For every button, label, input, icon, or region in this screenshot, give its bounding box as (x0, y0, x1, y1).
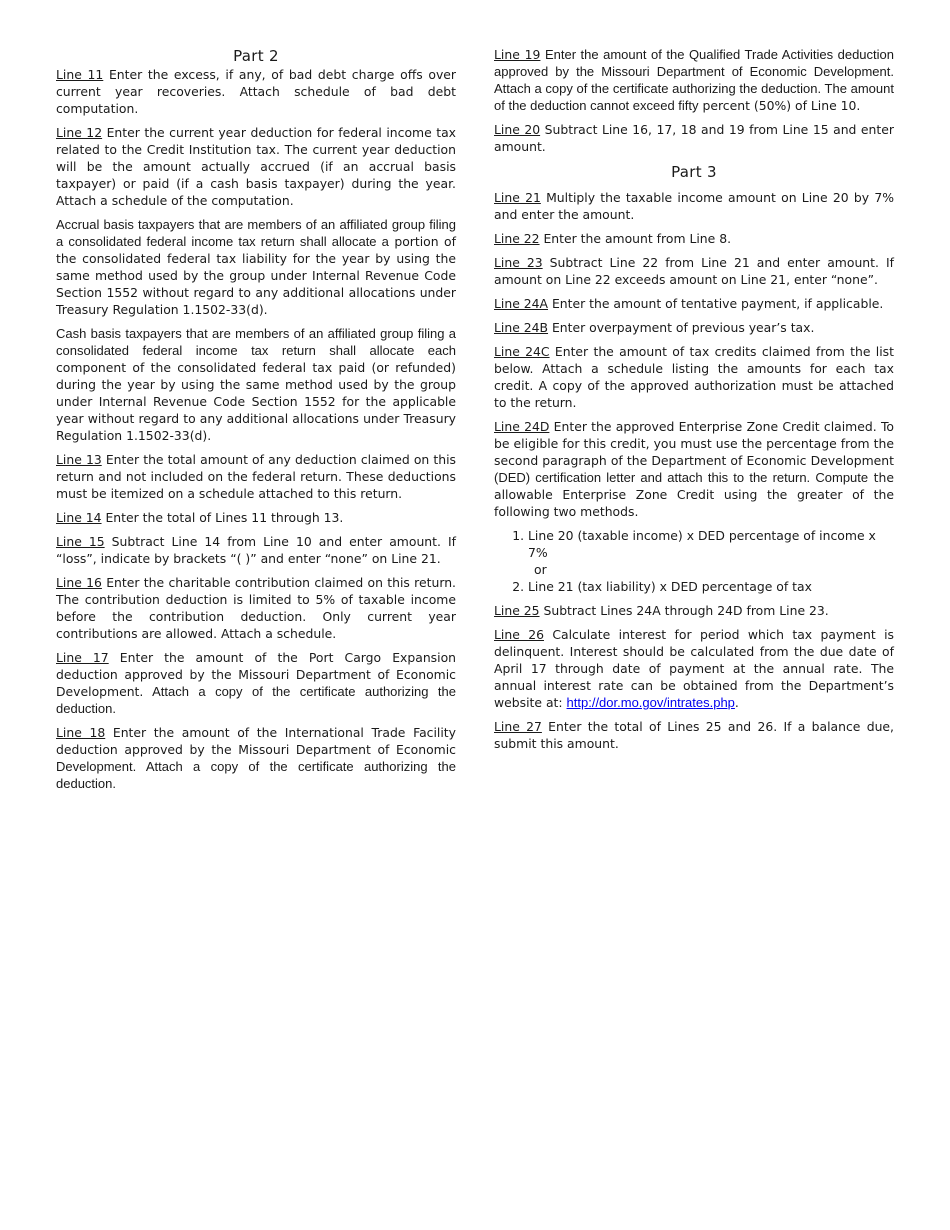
line-14-instruction (56, 509, 456, 526)
line-11-instruction (56, 66, 456, 117)
line-16-label: Line 16 (56, 575, 102, 590)
method-1-item (528, 527, 894, 578)
line-15-label: Line 15 (56, 534, 105, 549)
line-20-instruction (494, 121, 894, 155)
line-12-label: Line 12 (56, 125, 103, 140)
line-24b-label: Line 24B (494, 320, 549, 335)
line-18-text: Enter the amount of the International Trade Facility deduction approved by the Missouri Department of Economic (56, 725, 456, 757)
line-21-text: Multiply the taxable income amount on Line 20 by 7% and enter the amount. (494, 190, 894, 222)
line-17-label: Line 17 (56, 650, 109, 665)
part-3-heading: Part 3 (671, 163, 717, 181)
right-column (494, 46, 894, 759)
accrual-basis-paragraph (56, 216, 456, 318)
line-12-text: Enter the current year deduction for federal income tax related to the Credit Institution tax. The current year deduction will be the amount actually accrued (if an accrual basis taxpayer) or paid (if a cash basis taxpayer) during the year. Attach a schedule of the computation. (56, 125, 456, 208)
left-column (56, 46, 456, 799)
line-27-instruction (494, 718, 894, 752)
line-26-instruction (494, 626, 894, 711)
accrual-rest-text: portion of the consolidated federal tax liability for the year by using the same method used by the group under Internal Revenue Code Section 1552 without regard to any additional allocations under Treasury Regulation 1.1502-33(d). (56, 234, 456, 317)
line-13-instruction (56, 451, 456, 502)
line-26-label: Line 26 (494, 627, 544, 642)
cash-lead-text: Cash basis taxpayers that are members of an affiliated group filing a consolidated federal income tax return shall allocate each (56, 326, 456, 358)
interest-rates-link[interactable]: http://dor.mo.gov/intrates.php (566, 695, 735, 710)
line-16-instruction (56, 574, 456, 642)
line-14-text: Enter the total of Lines 11 through 13. (101, 510, 344, 525)
line-17-text: Enter the amount of the Port Cargo Expansion deduction approved by the Missouri Department of Economic Development. (56, 650, 457, 699)
line-24d-label: Line 24D (494, 419, 550, 434)
enterprise-zone-methods-list (494, 527, 894, 595)
line-15-text: Subtract Line 14 from Line 10 and enter amount. If “loss”, indicate by brackets “( )” and enter “none” on Line 21. (56, 534, 457, 566)
line-18-instruction (56, 724, 456, 792)
line-24a-text: Enter the amount of tentative payment, if applicable. (548, 296, 884, 311)
line-24c-text: Enter the amount of tax credits claimed from the list below. Attach a schedule listing the amounts for each tax credit. A copy of the approved authorization must be attached to the return. (494, 344, 894, 410)
line-23-label: Line 23 (494, 255, 543, 270)
line-24d-tail: the allowable Enterprise Zone Credit using the greater of the following two methods. (494, 470, 894, 519)
cash-basis-paragraph (56, 325, 456, 444)
line-26-end: . (734, 695, 739, 710)
line-21-label: Line 21 (494, 190, 541, 205)
method-1-text: Line 20 (taxable income) x DED percentage of income x 7% (528, 528, 876, 560)
part-2-heading: Part 2 (233, 47, 279, 65)
line-22-text: Enter the amount from Line 8. (539, 231, 732, 246)
line-11-text: Enter the excess, if any, of bad debt charge offs over current year recoveries. Attach schedule of bad debt computation. (56, 67, 456, 116)
line-25-label: Line 25 (494, 603, 540, 618)
line-19-instruction (494, 46, 894, 114)
line-22-instruction (494, 230, 894, 247)
accrual-lead-text: Accrual basis taxpayers that are members of an affiliated group filing a consolidated federal income tax return shall allocate a (56, 217, 456, 249)
line-25-text: Subtract Lines 24A through 24D from Line 23. (539, 603, 829, 618)
line-17-instruction (56, 649, 456, 717)
line-20-label: Line 20 (494, 122, 541, 137)
line-27-label: Line 27 (494, 719, 542, 734)
line-18-label: Line 18 (56, 725, 106, 740)
line-12-instruction (56, 124, 456, 209)
line-11-label: Line 11 (56, 67, 104, 82)
line-24a-label: Line 24A (494, 296, 549, 311)
line-24c-instruction (494, 343, 894, 411)
line-20-text: Subtract Line 16, 17, 18 and 19 from Line 15 and enter amount. (494, 122, 894, 154)
line-19-tail: percent (50%) of Line 10. (698, 98, 861, 113)
method-2-text: Line 21 (tax liability) x DED percentage of tax (528, 579, 812, 594)
line-27-text: Enter the total of Lines 25 and 26. If a balance due, submit this amount. (494, 719, 894, 751)
line-16-text: Enter the charitable contribution claimed on this return. The contribution deduction is limited to 5% of taxable income before the contribution deduction. Only current year contributions are allowed. Attach a schedule. (56, 575, 456, 641)
line-24a-instruction (494, 295, 894, 312)
line-24d-mid: (DED) certification letter and attach this to the return. Compute (494, 470, 869, 485)
line-23-text: Subtract Line 22 from Line 21 and enter amount. If amount on Line 22 exceeds amount on Line 21, enter “none”. (494, 255, 895, 287)
line-13-label: Line 13 (56, 452, 102, 467)
line-21-instruction (494, 189, 894, 223)
cash-rest-text: component of the consolidated federal tax paid (or refunded) during the year by using the same method used by the group under Internal Revenue Code Section 1552 for the applicable year without regard to any additional allocations under Treasury Regulation 1.1502-33(d). (56, 360, 456, 443)
line-18-tail: Development. Attach a copy of the certificate authorizing the deduction. (56, 759, 456, 791)
line-24d-instruction (494, 418, 894, 520)
line-15-instruction (56, 533, 456, 567)
line-23-instruction (494, 254, 894, 288)
line-24d-text: Enter the approved Enterprise Zone Credit claimed. To be eligible for this credit, you must use the percentage from the second paragraph of the Department of Economic Development (494, 419, 894, 468)
line-24b-instruction (494, 319, 894, 336)
line-19-text: Enter the amount of the Qualified Trade Activities deduction approved by the Missouri Department of Economic Development. Attach a copy of the certificate authorizing the deduction. The amount of the deduction cannot exceed fifty (494, 47, 894, 113)
line-13-text: Enter the total amount of any deduction claimed on this return and not included on the federal return. These deductions must be itemized on a schedule attached to this return. (56, 452, 456, 501)
line-17-tail: Attach a copy of the certificate authorizing the deduction. (56, 684, 456, 716)
method-or-text: or (534, 562, 547, 577)
line-19-label: Line 19 (494, 47, 541, 62)
line-14-label: Line 14 (56, 510, 102, 525)
line-22-label: Line 22 (494, 231, 540, 246)
method-2-item (528, 578, 894, 595)
line-25-instruction (494, 602, 894, 619)
line-26-text: Calculate interest for period which tax payment is delinquent. Interest should be calculated from the due date of April 17 through date of payment at the annual rate. The annual interest rate can be obtained from the Department’s website at: (494, 627, 894, 710)
line-24b-text: Enter overpayment of previous year’s tax. (548, 320, 815, 335)
line-24c-label: Line 24C (494, 344, 550, 359)
